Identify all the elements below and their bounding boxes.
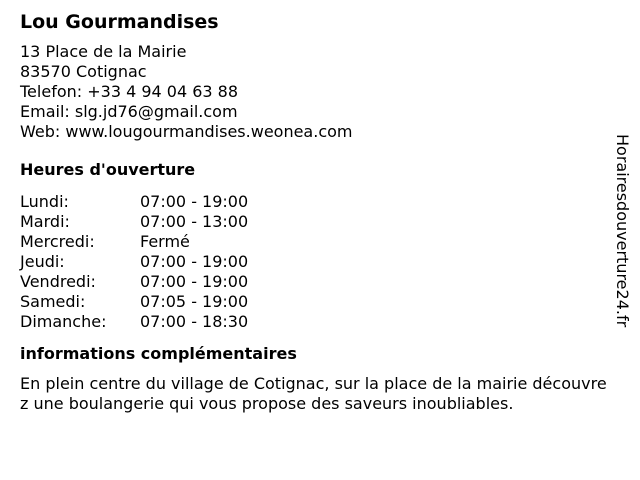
website: Web: www.lougourmandises.weonea.com [20,122,353,141]
time-value: 07:00 - 19:00 [140,272,249,291]
hours-heading: Heures d'ouverture [20,160,196,179]
time-value: 07:00 - 19:00 [140,192,249,211]
email-address: Email: slg.jd76@gmail.com [20,102,238,121]
day-label: Vendredi: [20,272,96,291]
time-value: Fermé [140,232,190,251]
hours-row-saturday [20,292,610,312]
day-label: Dimanche: [20,312,107,331]
business-card [20,10,610,414]
hours-row-thursday [20,252,610,272]
phone-number: Telefon: +33 4 94 04 63 88 [20,82,239,101]
day-label: Mercredi: [20,232,95,251]
hours-row-wednesday [20,232,610,252]
day-label: Samedi: [20,292,86,311]
day-label: Lundi: [20,192,69,211]
info-heading: informations complémentaires [20,344,297,363]
address-street: 13 Place de la Mairie [20,42,187,61]
day-label: Mardi: [20,212,70,231]
time-value: 07:05 - 19:00 [140,292,249,311]
address-city: 83570 Cotignac [20,62,147,81]
hours-row-sunday [20,312,610,332]
business-name: Lou Gourmandises [20,11,219,33]
time-value: 07:00 - 19:00 [140,252,249,271]
day-label: Jeudi: [20,252,65,271]
hours-row-friday [20,272,610,292]
site-watermark: Horairesdouverture24.fr [613,134,632,328]
info-description: En plein centre du village de Cotignac, sur la place de la mairie découvrez une boulangerie qui vous propose des saveurs inoubliables. [20,374,607,413]
hours-row-tuesday [20,212,610,232]
time-value: 07:00 - 18:30 [140,312,249,331]
time-value: 07:00 - 13:00 [140,212,249,231]
hours-row-monday [20,192,610,212]
